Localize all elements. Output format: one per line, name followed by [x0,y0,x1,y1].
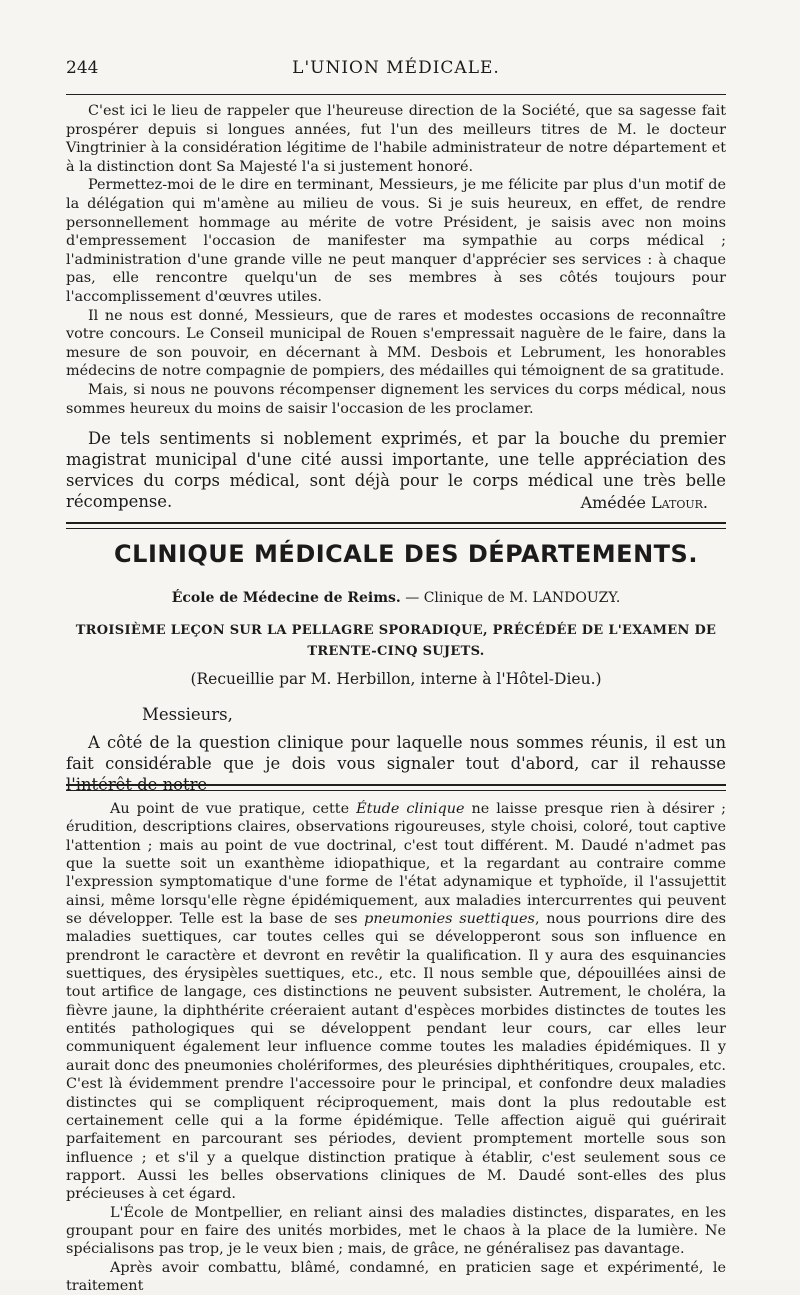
recorder-credit: (Recueillie par M. Herbillon, interne à l'Hôtel-Dieu.) [190,670,602,688]
lecture-title [66,620,726,662]
lecture-title-line: TROISIÈME LEÇON SUR LA PELLAGRE SPORADIQUE, PRÉCÉDÉE DE L'EXAMEN DE [75,623,717,638]
signature-first-name: Amédée [580,493,646,512]
opening-paragraph: A côté de la question clinique pour laquelle nous sommes réunis, il est un fait considérable que je dois vous signaler tout d'abord, car il rehausse l'intérêt de notre [66,733,726,794]
footnote-paragraph: Après avoir combattu, blâmé, condamné, en praticien sage et expérimenté, le traitement [66,1259,726,1294]
lecture-title-line: TRENTE-CINQ SUJETS. [307,644,485,659]
section-divider [66,522,726,529]
footnote-review [66,800,726,1295]
footnote-paragraph: Au point de vue pratique, cette Étude clinique ne laisse presque rien à désirer ; érudition, descriptions claires, observations rigoureuses, style choisi, coloré, tout captive l'attention ; mais au point de vue doctrinal, c'est tout différent. M. Daudé n'admet pas que la suette soit un exanthème idiopathique, et la regardant au contraire comme l'expression symptomatique d'une forme de l'état adynamique et typhoïde, il l'assujettit ainsi, même lorsqu'elle règne épidémiquement, aux maladies intercurrentes qui peuvent se développer. Telle est la base de ses pneumonies suettiques, nous pourrions dire des maladies suettiques, car toutes celles qui se développeront sous son influence en prendront le caractère et devront en revêtir la qualification. Il y aura des esquinancies suettiques, des érysipèles suettiques, etc., etc. Il nous semble que, dépouillées ainsi de tout artifice de langage, ces distinctions ne peuvent subsister. Autrement, le choléra, la fièvre jaune, la diphthérite créeraient autant d'espèces morbides distinctes de toutes les entités pathologiques qui se développent pendant leur cours, car elles leur communiquent également leur influence comme toutes les maladies épidémiques. Il y aurait donc des pneumonies cholériformes, des pleurésies diphthéritiques, croupales, etc. C'est là évidemment prendre l'accessoire pour le principal, et confondre deux maladies distinctes qui se compliquent réciproquement, mais dont la plus redoutable est certainement celle qui a la forme épidémique. Telle affection aiguë qui guérirait parfaitement en parcourant ses périodes, devient promptement mortelle sous son influence ; et s'il y a quelque distinction pratique à établir, c'est seulement sous ce rapport. Aussi les belles observations cliniques de M. Daudé sont-elles des plus précieuses à cet égard. [66,801,727,1203]
footnote-paragraph: L'École de Montpellier, en reliant ainsi des maladies distinctes, disparates, en les groupant pour en faire des unités morbides, met le chaos à la place de la lumière. Ne spécialisons pas trop, je le veux bien ; mais, de grâce, ne généralisez pas davantage. [66,1204,726,1258]
speech-paragraph: Il ne nous est donné, Messieurs, que de rares et modestes occasions de reconnaître votre concours. Le Conseil municipal de Rouen s'empressait naguère de le faire, dans la mesure de son pouvoir, en décernant à MM. Desbois et Lebrument, les honorables médecins de notre compagnie de pompiers, des médailles qui témoignent de sa gratitude. [66,307,726,380]
salutation: Messieurs, [142,705,233,724]
speech-paragraph: Mais, si nous ne pouvons récompenser dignement les services du corps médical, nous sommes heureux du moins de saisir l'occasion de les proclamer. [66,381,726,417]
speech-quote [66,102,726,418]
speech-paragraph: Permettez-moi de le dire en terminant, Messieurs, je me félicite par plus d'un motif de la délégation qui m'amène au milieu de vous. Si je suis heureux, en effet, de rendre personnellement hommage au mérite de votre Président, je saisis avec non moins d'empressement l'occasion de manifester ma sympathie au corps médical ; l'administration d'une grande ville ne peut manquer d'apprécier ses services : à chaque pas, elle rencontre quelqu'un de ses membres à ses côtés toujours pour l'accomplissement d'œuvres utiles. [66,177,726,305]
footnote-divider [66,784,726,791]
italic-term: pneumonies suettiques [364,911,535,928]
article-signature [66,493,726,512]
running-title: L'UNION MÉDICALE. [292,58,500,78]
speech-paragraph: C'est ici le lieu de rappeler que l'heureuse direction de la Société, que sa sagesse fait prospérer depuis si longues années, fut l'un des meilleurs titres de M. le docteur Vingtrinier à la considération légitime de l'habile administrateur de notre département et à la distinction dont Sa Majesté l'a si justement honoré. [66,103,726,175]
commentary-paragraph: De tels sentiments si noblement exprimés, et par la bouche du premier magistrat municipal d'une cité aussi importante, une telle appréciation des services du corps médical, sont déjà pour le corps médical une très belle récompense. [66,429,726,511]
clinic-name: — Clinique de M. LANDOUZY. [405,590,621,606]
section-title: CLINIQUE MÉDICALE DES DÉPARTEMENTS. [114,540,698,568]
header-rule [66,94,726,95]
page-header [66,58,726,82]
signature-last-name: Latour. [651,493,708,512]
school-name: École de Médecine de Reims. [171,590,401,606]
clinic-line [66,590,726,606]
italic-title: Étude clinique [356,801,465,817]
page-number: 244 [66,58,99,78]
